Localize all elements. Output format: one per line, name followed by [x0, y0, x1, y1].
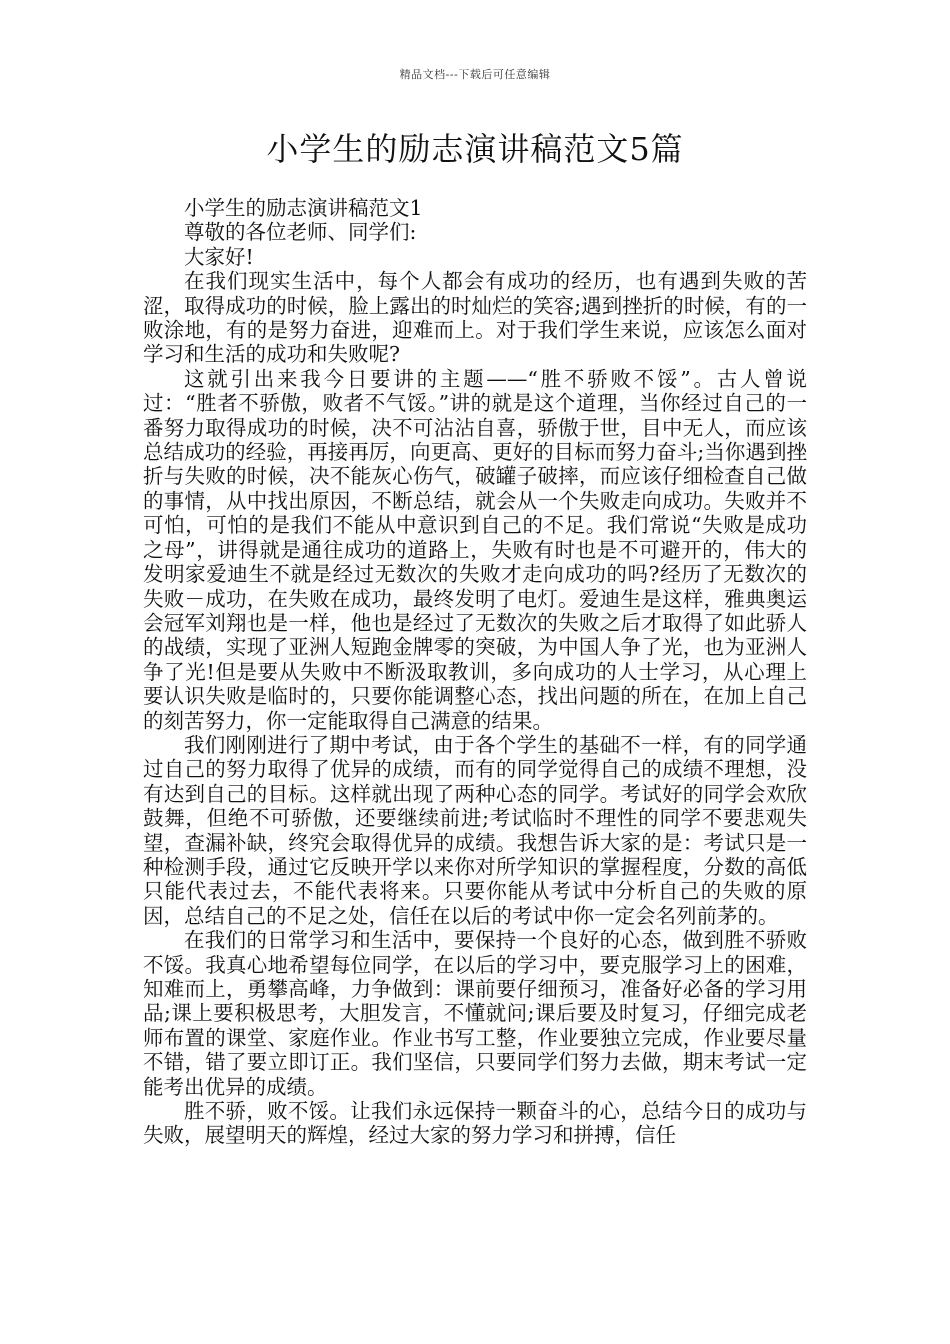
header-note: 精品文档---下载后可任意编辑	[399, 68, 551, 81]
paragraph: 在我们的日常学习和生活中，要保持一个良好的心态，做到胜不骄败不馁。我真心地希望每位同学，在以后的学习中，要克服学习上的困难，知难而上，勇攀高峰，力争做到：课前要仔细预习，准备好必备的学习用品;课上要积极思考，大胆发言，不懂就问;课后要及时复习，仔细完成老师布置的课堂、家庭作业。作业书写工整，作业要独立完成，作业要尽量不错，错了要立即订正。我们坚信，只要同学们努力去做，期末考试一定能考出优异的成绩。	[143, 928, 807, 1099]
paragraph: 胜不骄，败不馁。让我们永远保持一颗奋斗的心，总结今日的成功与失败，展望明天的辉煌，经过大家的努力学习和拼搏，信任	[143, 1099, 807, 1148]
paragraph: 这就引出来我今日要讲的主题——“胜不骄败不馁”。古人曾说过：“胜者不骄傲，败者不气馁。”讲的就是这个道理，当你经过自己的一番努力取得成功的时候，决不可沾沾自喜，骄傲于世，目中无人，而应该总结成功的经验，再接再厉，向更高、更好的目标而努力奋斗;当你遇到挫折与失败的时候，决不能灰心伤气，破罐子破摔，而应该仔细检查自己做的事情，从中找出原因，不断总结，就会从一个失败走向成功。失败并不可怕，可怕的是我们不能从中意识到自己的不足。我们常说“失败是成功之母”，讲得就是通往成功的道路上，失败有时也是不可避开的，伟大的发明家爱迪生不就是经过无数次的失败才走向成功的吗?经历了无数次的失败－成功，在失败在成功，最终发明了电灯。爱迪生是这样，雅典奥运会冠军刘翔也是一样，他也是经过了无数次的失败之后才取得了如此骄人的战绩，实现了亚洲人短跑金牌零的突破，为中国人争了光，也为亚洲人争了光!但是要从失败中不断汲取教训，多向成功的人士学习，从心理上要认识失败是临时的，只要你能调整心态，找出问题的所在，在加上自己的刻苦努力，你一定能取得自己满意的结果。	[143, 366, 807, 733]
paragraph: 我们刚刚进行了期中考试，由于各个学生的基础不一样，有的同学通过自己的努力取得了优异的成绩，而有的同学觉得自己的成绩不理想，没有达到自己的目标。这样就出现了两种心态的同学。考试好的同学会欢欣鼓舞，但绝不可骄傲，还要继续前进;考试临时不理性的同学不要悲观失望，查漏补缺，终究会取得优异的成绩。我想告诉大家的是：考试只是一种检测手段，通过它反映开学以来你对所学知识的掌握程度，分数的高低只能代表过去，不能代表将来。只要你能从考试中分析自己的失败的原因，总结自己的不足之处，信任在以后的考试中你一定会名列前茅的。	[143, 732, 807, 928]
paragraph: 在我们现实生活中，每个人都会有成功的经历，也有遇到失败的苦涩，取得成功的时候，脸上露出的时灿烂的笑容;遇到挫折的时候，有的一败涂地，有的是努力奋进，迎难而上。对于我们学生来说，应该怎么面对学习和生活的成功和失败呢?	[143, 269, 807, 367]
greeting: 大家好!	[184, 244, 254, 269]
document-title: 小学生的励志演讲稿范文5篇	[266, 130, 684, 168]
speech-subtitle: 小学生的励志演讲稿范文1	[184, 196, 423, 220]
salutation: 尊敬的各位老师、同学们:	[184, 220, 417, 245]
document-body	[143, 196, 807, 1148]
